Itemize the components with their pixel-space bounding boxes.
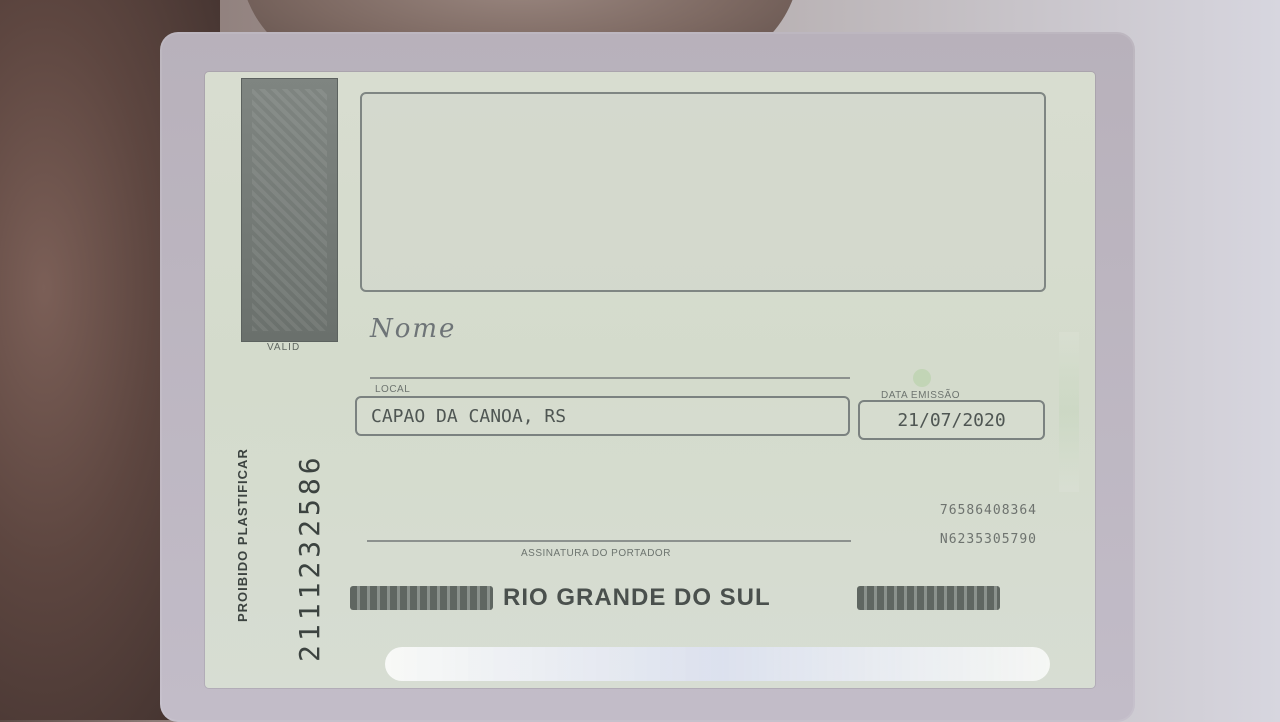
drivers-license-card: [205, 72, 1095, 688]
place-label: LOCAL: [375, 384, 411, 395]
redacted-left-strip: [350, 586, 493, 610]
signature-line-top: [370, 377, 850, 379]
prohibit-laminate-text: PROIBIDO PLASTIFICAR: [235, 448, 250, 622]
signature-line-bottom: [367, 540, 851, 542]
security-strip: [1059, 332, 1079, 492]
hologram-strip: [385, 647, 1050, 681]
faint-mark: [913, 369, 931, 387]
valid-label: VALID: [267, 342, 301, 353]
photo-area: [360, 92, 1046, 292]
redacted-right-strip: [857, 586, 1000, 610]
state-name: RIO GRANDE DO SUL: [503, 584, 771, 611]
vertical-id-number: 2111232586: [293, 453, 326, 662]
small-id-2: N6235305790: [939, 532, 1037, 547]
signature-caption: ASSINATURA DO PORTADOR: [521, 548, 671, 559]
small-id-1: 76586408364: [939, 503, 1037, 518]
holder-signature: Nome: [370, 314, 457, 344]
issue-date-label: DATA EMISSÃO: [881, 390, 960, 401]
security-stamp: [241, 78, 338, 342]
place-field: CAPAO DA CANOA, RS: [355, 396, 850, 436]
issue-date-field: 21/07/2020: [858, 400, 1045, 440]
